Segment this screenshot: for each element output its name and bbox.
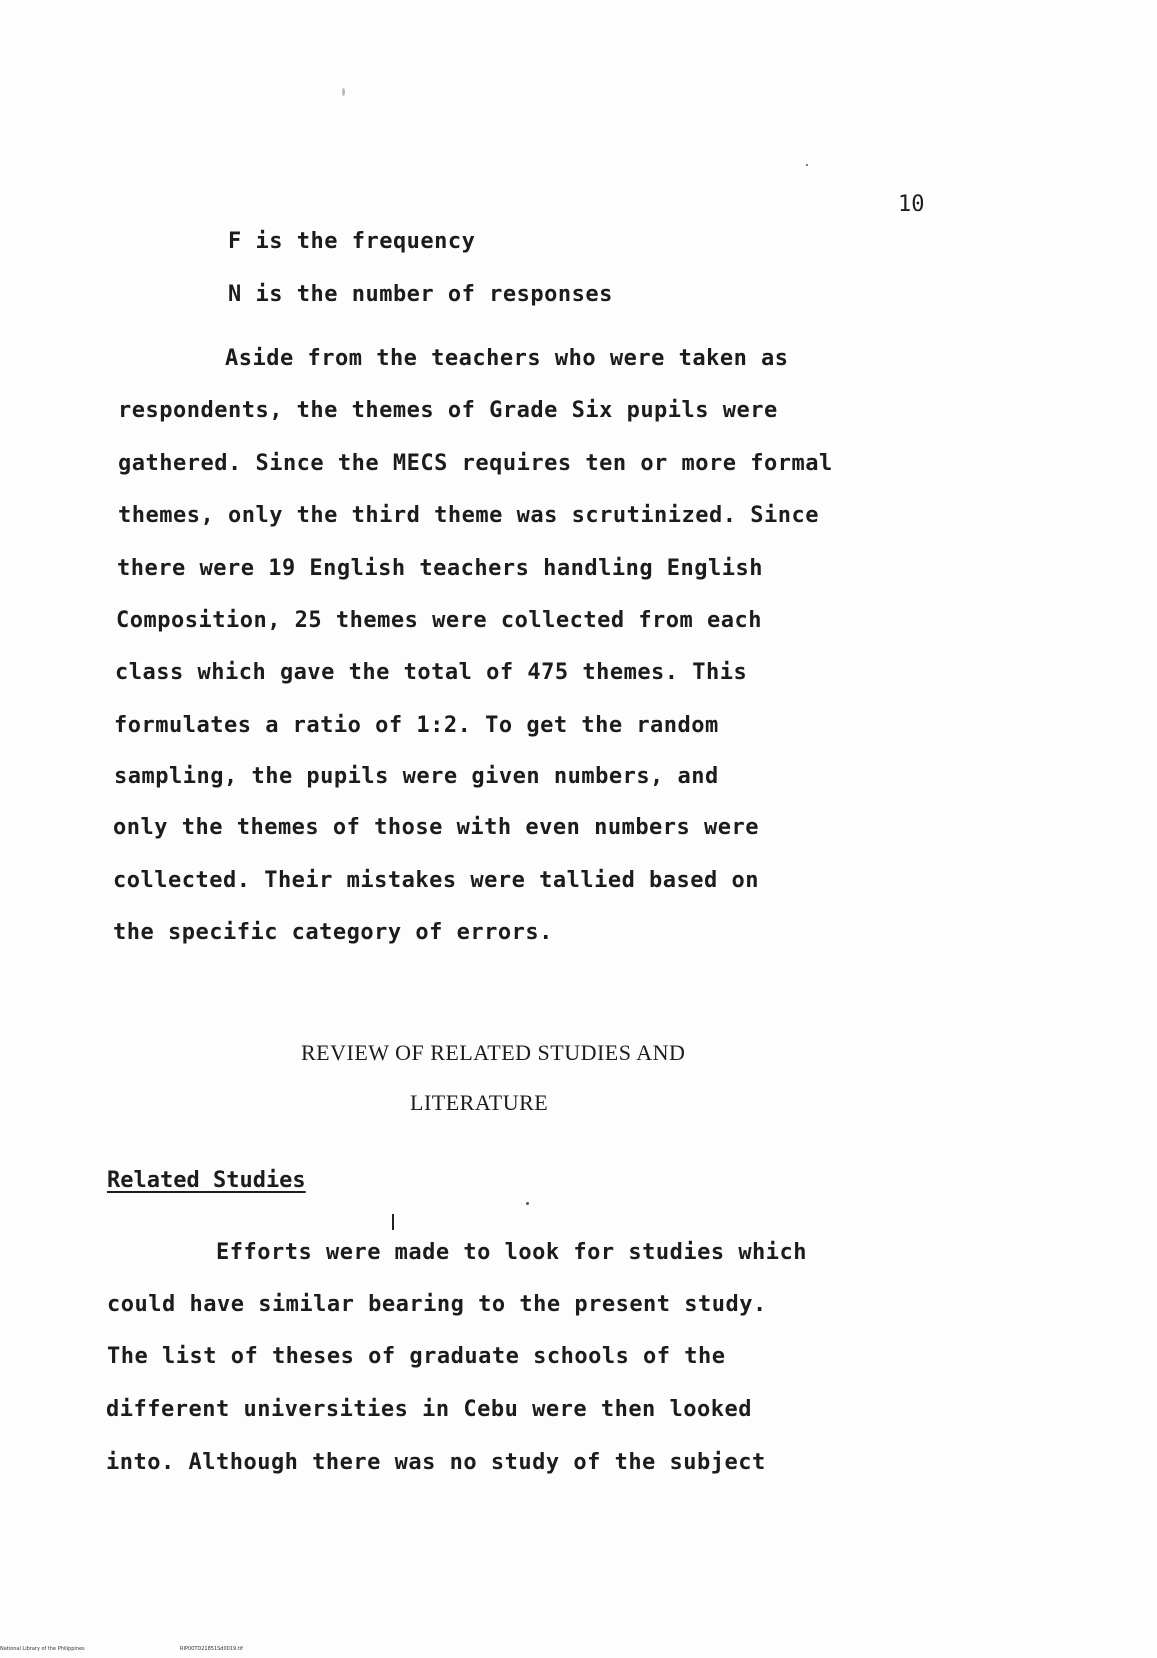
paragraph-line: only the themes of those with even numbers were [113, 815, 760, 840]
paragraph-line: Efforts were made to look for studies which [216, 1240, 808, 1265]
subsection-heading: Related Studies [107, 1168, 306, 1193]
section-heading-line: LITERATURE [410, 1090, 549, 1115]
scan-speck [342, 88, 345, 96]
paragraph-line: gathered. Since the MECS requires ten or more formal [118, 451, 833, 476]
scan-speck [806, 164, 808, 166]
paragraph-line: respondents, the themes of Grade Six pupils were [118, 398, 778, 423]
paragraph-line: into. Although there was no study of the subject [106, 1450, 766, 1475]
footer-right: RIP00TD21851Sd0019.tif [180, 1646, 243, 1652]
paragraph-line: class which gave the total of 475 themes. This [115, 660, 748, 685]
paragraph-line: formulates a ratio of 1:2. To get the random [114, 713, 719, 738]
paragraph-line: could have similar bearing to the present study. [107, 1292, 767, 1317]
scan-speck [526, 1202, 529, 1205]
paragraph-line: Composition, 25 themes were collected from each [116, 608, 763, 633]
paragraph-line: Aside from the teachers who were taken as [225, 346, 789, 371]
footer-left: National Library of the Philippines [0, 1646, 85, 1652]
paragraph-line: the specific category of errors. [113, 920, 553, 945]
section-heading-line: REVIEW OF RELATED STUDIES AND [301, 1040, 686, 1065]
paragraph-line: collected. Their mistakes were tallied based on [113, 868, 760, 893]
paragraph-line: sampling, the pupils were given numbers, and [114, 764, 719, 789]
definition-line: N is the number of responses [228, 282, 613, 307]
paragraph-line: there were 19 English teachers handling English [117, 556, 764, 581]
paragraph-line: The list of theses of graduate schools of the [107, 1344, 726, 1369]
paragraph-line: themes, only the third theme was scrutinized. Since [118, 503, 820, 528]
definition-line: F is the frequency [228, 229, 476, 254]
page-number: 10 [898, 192, 925, 217]
paragraph-line: different universities in Cebu were then looked [106, 1397, 753, 1422]
scan-speck [392, 1214, 394, 1230]
